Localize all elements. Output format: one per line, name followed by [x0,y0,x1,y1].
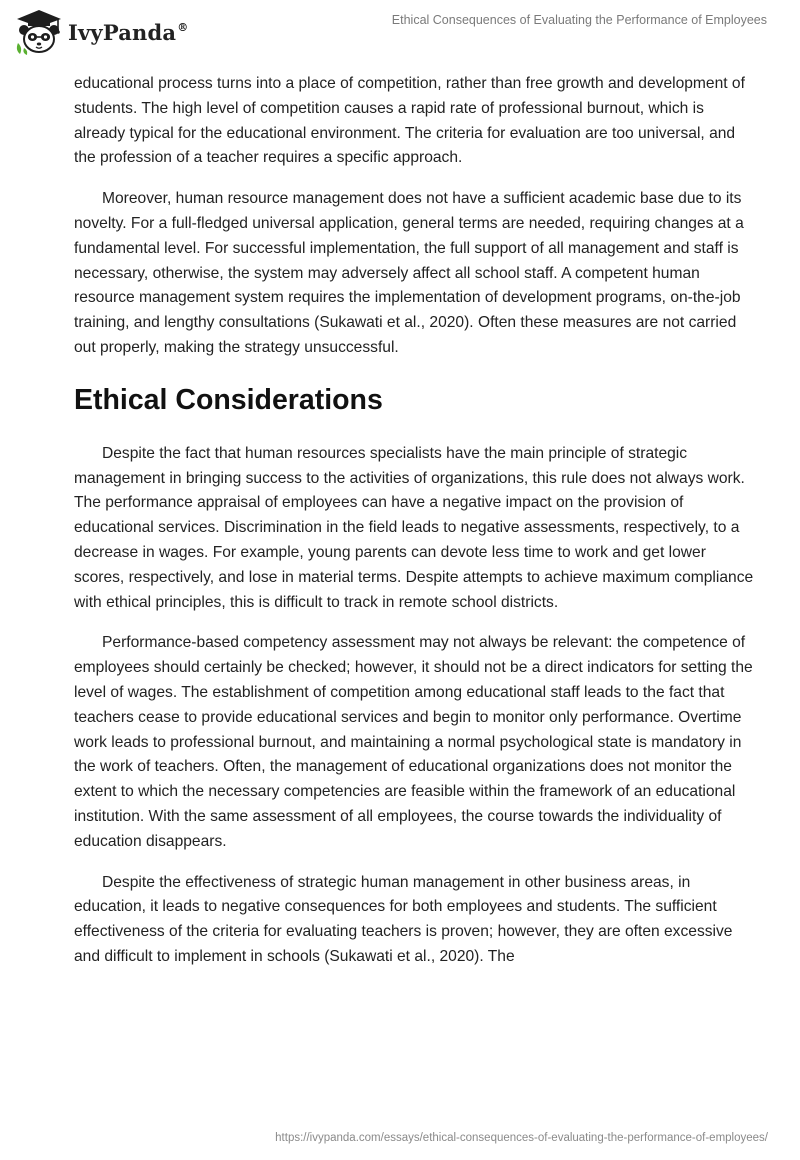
running-title: Ethical Consequences of Evaluating the Performance of Employees [391,13,767,27]
ivypanda-logo[interactable] [14,9,188,55]
paragraph: educational process turns into a place of competition, rather than free growth and development of students. The high level of competition causes a rapid rate of professional burnout, which is already typical for the educational environment. The criteria for evaluation are too universal, and the profession of a teacher requires a specific approach. [74,75,745,167]
paragraph: Despite the fact that human resources specialists have the main principle of strategic management in bringing success to the activities of organizations, this rule does not always work. The performance appraisal of employees can have a negative impact on the provision of educational services. Discrimination in the field leads to negative assessments, respectively, to a decrease in wages. For example, young parents can devote less time to work and get lower scores, respectively, and lose in material terms. Despite attempts to achieve maximum compliance with ethical principles, this is difficult to track in remote school districts. [74,444,754,611]
paragraph: Moreover, human resource management does not have a sufficient academic base due to its novelty. For a full-fledged universal application, general terms are needed, requiring changes at a fundamental level. For successful implementation, the full support of all management and staff is necessary, otherwise, the system may adversely affect all school staff. A competent human resource management system requires the implementation of development programs, on-the-job training, and lengthy consultations (Sukawati et al., 2020). Often these measures are not carried out properly, making the strategy unsuccessful. [74,190,744,356]
section-heading: Ethical Considerations [74,383,383,416]
logo-name: IvyPanda [68,19,177,45]
registered-mark: ® [177,20,189,34]
page-header [0,0,800,66]
article-body [74,72,754,986]
panda-graduate-icon [14,9,64,55]
paragraph: Despite the effectiveness of strategic human management in other business areas, in education, it leads to negative consequences for both employees and students. The sufficient effectiveness of the criteria for evaluating teachers is proven; however, they are often excessive and difficult to implement in schools (Sukawati et al., 2020). The [74,873,733,965]
footer-url[interactable]: https://ivypanda.com/essays/ethical-consequences-of-evaluating-the-performance-of-employees/ [275,1132,768,1144]
logo-text [68,20,188,45]
paragraph: Performance-based competency assessment may not always be relevant: the competence of employees should certainly be checked; however, it should not be a direct indicators for setting the level of wages. The establishment of competition among educational staff leads to the fact that teachers cease to provide educational services and begin to monitor only performance. Overtime work leads to professional burnout, and maintaining a normal psychological state is mandatory in the work of teachers. Often, the management of educational organizations does not monitor the extent to which the necessary competencies are feasible within the framework of an educational institution. With the same assessment of all employees, the course towards the individuality of education disappears. [74,634,753,850]
